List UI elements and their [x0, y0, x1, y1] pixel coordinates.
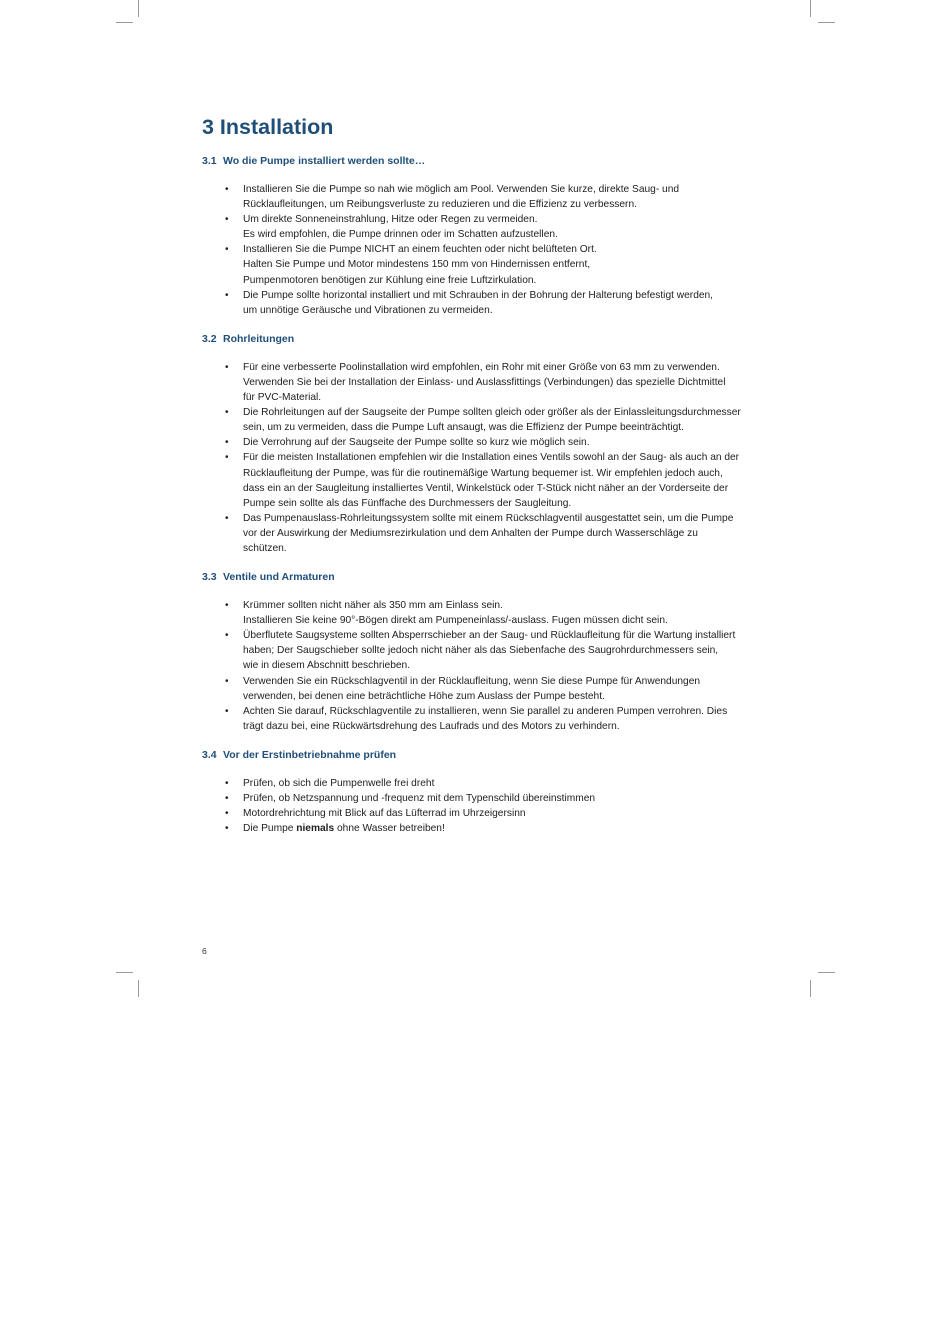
list-item — [202, 776, 762, 791]
text-line: Die Rohrleitungen auf der Saugseite der Pumpe sollten gleich oder größer als der Einlassleitungsdurchmesser — [243, 407, 741, 419]
text-line: Für eine verbesserte Poolinstallation wird empfohlen, ein Rohr mit einer Größe von 63 mm zu verwenden. — [243, 361, 720, 373]
text-line: Verwenden Sie ein Rückschlagventil in der Rücklaufleitung, wenn Sie diese Pumpe für Anwendungen — [243, 675, 701, 687]
text-line: Das Pumpenauslass-Rohrleitungssystem sollte mit einem Rückschlagventil ausgestattet sein, um die Pumpe — [243, 512, 734, 524]
bullet-list — [202, 182, 762, 318]
section-title-text: Wo die Pumpe installiert werden sollte… — [223, 155, 426, 167]
bullet-icon: • — [225, 289, 229, 301]
crop-mark — [116, 972, 133, 973]
text-line: Um direkte Sonneneinstrahlung, Hitze oder Regen zu vermeiden. — [243, 214, 538, 226]
text-line: für PVC-Material. — [243, 392, 322, 404]
section-title — [202, 570, 762, 585]
text-line: trägt dazu bei, eine Rückwärtsdrehung des Laufrads und des Motors zu verhindern. — [243, 720, 620, 732]
bullet-list — [202, 360, 762, 556]
text-line: Rücklaufleitung der Pumpe, was für die routinemäßige Wartung bequemer ist. Wir empfehlen jedoch auch, — [243, 467, 723, 479]
text-line: Installieren Sie die Pumpe NICHT an einem feuchten oder nicht belüfteten Ort. — [243, 244, 597, 256]
list-item — [202, 511, 762, 556]
page-number: 6 — [202, 946, 207, 956]
text-line: Prüfen, ob Netzspannung und -frequenz mit dem Typenschild übereinstimmen — [243, 793, 596, 804]
crop-mark — [138, 0, 139, 17]
text-line: um unnötige Geräusche und Vibrationen zu vermeiden. — [243, 304, 493, 316]
section-title — [202, 332, 762, 347]
text-line: haben; Der Saugschieber sollte jedoch nicht näher als das Siebenfache des Saugrohrdurchmessers sein, — [243, 645, 719, 657]
text-line: Überflutete Saugsysteme sollten Absperrschieber an der Saug- und Rücklaufleitung für die Wartung installiert — [243, 630, 736, 642]
text-line: sein, um zu vermeiden, dass die Pumpe Luft ansaugt, was die Effizienz der Pumpe beeinträchtigt. — [243, 422, 684, 434]
text-line: Halten Sie Pumpe und Motor mindestens 150 mm von Hindernissen entfernt, — [243, 259, 591, 271]
list-item — [202, 821, 762, 836]
text-line: Krümmer sollten nicht näher als 350 mm am Einlass sein. — [243, 600, 503, 612]
bullet-icon: • — [225, 675, 229, 687]
text-line: Die Verrohrung auf der Saugseite der Pumpe sollte so kurz wie möglich sein. — [243, 437, 590, 449]
section-number: 3.2 — [202, 332, 217, 345]
text-line: Motordrehrichtung mit Blick auf das Lüfterrad im Uhrzeigersinn — [243, 808, 526, 820]
text-line — [243, 821, 762, 836]
list-item — [202, 806, 762, 821]
section-title — [202, 748, 762, 763]
sections-container — [202, 154, 762, 836]
list-item — [202, 704, 762, 734]
bullet-icon: • — [225, 823, 229, 835]
text-line: Pumpe sein sollte als das Fünffache des Durchmessers der Saugleitung. — [243, 497, 572, 509]
text-line: wie in diesem Abschnitt beschrieben. — [243, 660, 411, 672]
list-item — [202, 628, 762, 673]
crop-mark — [116, 22, 133, 23]
bullet-icon: • — [225, 808, 229, 820]
crop-mark — [818, 972, 835, 973]
section-title-text: Rohrleitungen — [223, 332, 295, 345]
text-line: Die Pumpe sollte horizontal installiert und mit Schrauben in der Bohrung der Halterung befestigt werden, — [243, 289, 714, 301]
text-line: schützen. — [243, 542, 287, 554]
document-body — [202, 112, 762, 850]
section-title-text: Ventile und Armaturen — [223, 571, 335, 584]
text-line: dass ein an der Saugleitung installiertes Ventil, Winkelstück oder T-Stück nicht näher an der Vorderseite der — [243, 482, 729, 494]
list-item — [202, 791, 762, 806]
bullet-icon: • — [225, 214, 229, 226]
text-line: vor der Auswirkung der Mediumsrezirkulation und dem Anhalten der Pumpe durch Wasserschläge zu — [243, 527, 698, 539]
section-number: 3.4 — [202, 748, 217, 761]
list-item — [202, 288, 762, 318]
bullet-icon: • — [225, 407, 229, 419]
bullet-icon: • — [225, 184, 229, 195]
emphasis-text: niemals — [296, 823, 335, 835]
bullet-icon: • — [225, 361, 229, 373]
text-line: Für die meisten Installationen empfehlen wir die Installation eines Ventils sowohl an der Saug- als auch an der — [243, 452, 740, 464]
chapter-title: 3 Installation — [202, 115, 334, 139]
text-line: Prüfen, ob sich die Pumpenwelle frei dreht — [243, 777, 435, 789]
bullet-icon: • — [225, 452, 229, 464]
list-item — [202, 405, 762, 435]
crop-mark — [810, 980, 811, 997]
section-title — [202, 154, 762, 169]
bullet-icon: • — [225, 512, 229, 524]
bullet-icon: • — [225, 600, 229, 612]
text-segment: ohne Wasser betreiben! — [334, 823, 445, 835]
text-line: Verwenden Sie bei der Installation der Einlass- und Auslassfittings (Verbindungen) das spezielle Dichtmittel — [243, 376, 726, 388]
bullet-icon: • — [225, 793, 229, 804]
list-item — [202, 598, 762, 628]
list-item — [202, 360, 762, 405]
list-item — [202, 242, 762, 287]
text-line: Installieren Sie keine 90°-Bögen direkt am Pumpeneinlass/-auslass. Fugen müssen dicht sein. — [243, 615, 668, 627]
text-segment: Die Pumpe — [243, 823, 297, 835]
bullet-icon: • — [225, 437, 229, 449]
bullet-list — [202, 598, 762, 734]
text-line: verwenden, bei denen eine beträchtliche Höhe zum Auslass der Pumpe besteht. — [243, 690, 605, 702]
section-number: 3.1 — [202, 155, 217, 167]
list-item — [202, 674, 762, 704]
bullet-icon: • — [225, 705, 229, 717]
text-line: Rücklaufleitungen, um Reibungsverluste zu reduzieren und die Effizienz zu verbessern. — [243, 199, 637, 211]
section-title-text: Vor der Erstinbetriebnahme prüfen — [223, 748, 397, 761]
text-line: Installieren Sie die Pumpe so nah wie möglich am Pool. Verwenden Sie kurze, direkte Saug- und — [243, 184, 680, 195]
list-item — [202, 182, 762, 212]
list-item — [202, 435, 762, 450]
text-line: Es wird empfohlen, die Pumpe drinnen oder im Schatten aufzustellen. — [243, 229, 558, 241]
bullet-list — [202, 776, 762, 836]
list-item — [202, 450, 762, 510]
crop-mark — [818, 22, 835, 23]
text-line: Pumpenmotoren benötigen zur Kühlung eine freie Luftzirkulation. — [243, 274, 537, 286]
bullet-icon: • — [225, 244, 229, 256]
crop-mark — [138, 980, 139, 997]
list-item — [202, 212, 762, 242]
bullet-icon: • — [225, 630, 229, 642]
bullet-icon: • — [225, 777, 229, 789]
text-line: Achten Sie darauf, Rückschlagventile zu installieren, wenn Sie parallel zu anderen Pumpen verrohren. Dies — [243, 705, 728, 717]
crop-mark — [810, 0, 811, 17]
section-number: 3.3 — [202, 571, 217, 584]
